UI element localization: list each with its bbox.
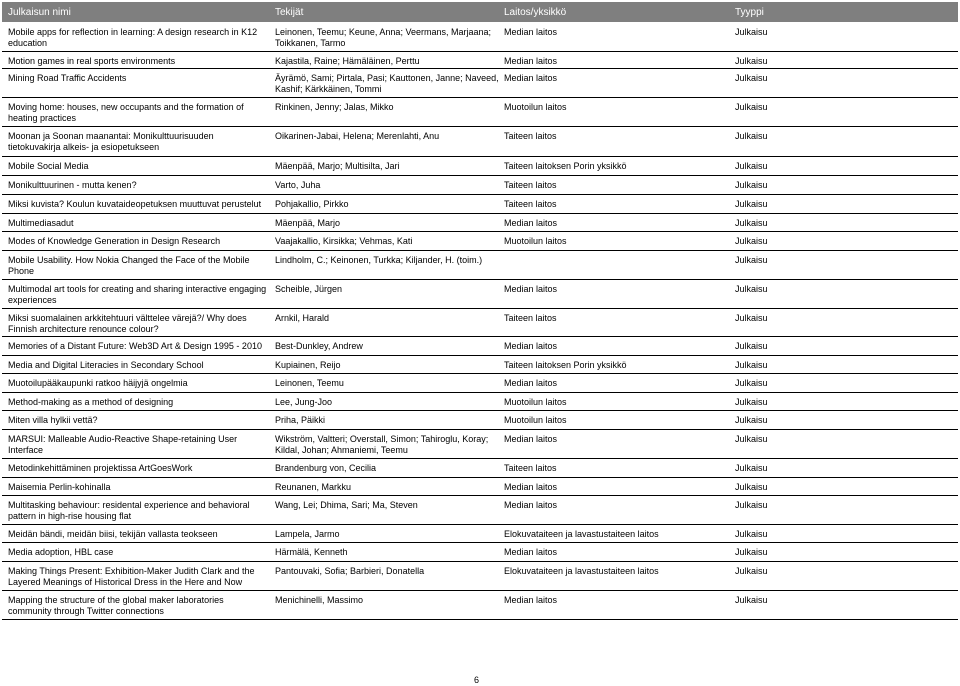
cell-authors: Mäenpää, Marjo [275, 218, 341, 228]
cell-type: Julkaisu [735, 161, 768, 171]
cell-authors: Arnkil, Harald [275, 313, 330, 323]
cell-unit: Median laitos [504, 341, 558, 351]
cell-unit: Median laitos [504, 284, 558, 294]
row-divider [2, 429, 958, 430]
cell-authors: Pantouvaki, Sofia; Barbieri, Donatella [275, 566, 425, 576]
cell-title: Making Things Present: Exhibition-Maker Judith Clark and the Layered Meanings of Historical Dress in the Here and Now [8, 566, 255, 587]
cell-title: Moving home: houses, new occupants and the formation of heating practices [8, 102, 244, 123]
cell-type: Julkaisu [735, 341, 768, 351]
cell-authors: Varto, Juha [275, 180, 321, 190]
cell-authors: Mäenpää, Marjo; Multisilta, Jari [275, 161, 400, 171]
row-divider [2, 458, 958, 459]
cell-unit: Median laitos [504, 218, 558, 228]
cell-title: Mining Road Traffic Accidents [8, 73, 127, 83]
row-divider [2, 51, 958, 52]
row-divider [2, 495, 958, 496]
cell-authors: Vaajakallio, Kirsikka; Vehmas, Kati [275, 236, 413, 246]
cell-type: Julkaisu [735, 102, 768, 112]
cell-title: Mobile Usability. How Nokia Changed the Face of the Mobile Phone [8, 255, 250, 276]
cell-title: Mapping the structure of the global maker laboratories community through Twitter connections [8, 595, 224, 616]
cell-authors: Kajastila, Raine; Hämäläinen, Perttu [275, 56, 420, 66]
row-divider [2, 477, 958, 478]
cell-authors: Leinonen, Teemu [275, 378, 344, 388]
cell-type: Julkaisu [735, 595, 768, 605]
cell-title: Multitasking behaviour: residental experience and behavioral pattern in high-rise housing flat [8, 500, 250, 521]
cell-unit: Median laitos [504, 378, 558, 388]
cell-unit: Median laitos [504, 27, 558, 37]
cell-authors: Wikström, Valtteri; Overstall, Simon; Tahiroglu, Koray; Kildal, Johan; Ahmaniemi, Teemu [275, 434, 489, 455]
row-divider [2, 524, 958, 525]
cell-authors: Menichinelli, Massimo [275, 595, 364, 605]
cell-title: Method-making as a method of designing [8, 397, 174, 407]
cell-type: Julkaisu [735, 284, 768, 294]
cell-type: Julkaisu [735, 482, 768, 492]
cell-type: Julkaisu [735, 236, 768, 246]
cell-type: Julkaisu [735, 500, 768, 510]
cell-type: Julkaisu [735, 218, 768, 228]
cell-unit: Median laitos [504, 482, 558, 492]
cell-unit: Taiteen laitos [504, 313, 557, 323]
cell-title: Modes of Knowledge Generation in Design Research [8, 236, 221, 246]
row-divider [2, 619, 958, 620]
cell-type: Julkaisu [735, 378, 768, 388]
cell-title: Memories of a Distant Future: Web3D Art & Design 1995 - 2010 [8, 341, 262, 351]
cell-title: Miten villa hylkii vettä? [8, 415, 98, 425]
cell-unit: Taiteen laitos [504, 180, 557, 190]
row-divider [2, 194, 958, 195]
row-divider [2, 561, 958, 562]
cell-title: Media adoption, HBL case [8, 547, 114, 557]
cell-authors: Scheible, Jürgen [275, 284, 343, 294]
cell-authors: Wang, Lei; Dhima, Sari; Ma, Steven [275, 500, 418, 510]
cell-authors: Oikarinen-Jabai, Helena; Merenlahti, Anu [275, 131, 440, 141]
row-divider [2, 126, 958, 127]
cell-type: Julkaisu [735, 27, 768, 37]
header-type: Tyyppi [735, 7, 764, 18]
cell-authors: Leinonen, Teemu; Keune, Anna; Veermans, Marjaana; Toikkanen, Tarmo [275, 27, 491, 48]
cell-authors: Lee, Jung-Joo [275, 397, 333, 407]
cell-title: Mobile Social Media [8, 161, 89, 171]
header-authors: Tekijät [275, 7, 304, 18]
cell-type: Julkaisu [735, 73, 768, 83]
cell-type: Julkaisu [735, 547, 768, 557]
cell-type: Julkaisu [735, 131, 768, 141]
cell-unit: Taiteen laitoksen Porin yksikkö [504, 161, 627, 171]
row-divider [2, 279, 958, 280]
row-divider [2, 336, 958, 337]
cell-authors: Rinkinen, Jenny; Jalas, Mikko [275, 102, 394, 112]
cell-type: Julkaisu [735, 529, 768, 539]
cell-unit: Median laitos [504, 500, 558, 510]
cell-title: Metodinkehittäminen projektissa ArtGoesWork [8, 463, 193, 473]
cell-title: Motion games in real sports environments [8, 56, 176, 66]
cell-unit: Taiteen laitos [504, 463, 557, 473]
cell-title: Mobile apps for reflection in learning: A design research in K12 education [8, 27, 258, 48]
row-divider [2, 68, 958, 69]
cell-unit: Median laitos [504, 547, 558, 557]
cell-unit: Muotoilun laitos [504, 397, 567, 407]
row-divider [2, 97, 958, 98]
cell-unit: Median laitos [504, 434, 558, 444]
cell-type: Julkaisu [735, 566, 768, 576]
cell-type: Julkaisu [735, 360, 768, 370]
cell-type: Julkaisu [735, 255, 768, 265]
cell-authors: Reunanen, Markku [275, 482, 352, 492]
cell-title: Multimediasadut [8, 218, 74, 228]
row-divider [2, 308, 958, 309]
cell-unit: Median laitos [504, 73, 558, 83]
cell-unit: Elokuvataiteen ja lavastustaiteen laitos [504, 529, 659, 539]
row-divider [2, 542, 958, 543]
row-divider [2, 213, 958, 214]
header-title: Julkaisun nimi [8, 7, 71, 18]
cell-authors: Härmälä, Kenneth [275, 547, 348, 557]
cell-type: Julkaisu [735, 415, 768, 425]
page-number: 6 [474, 675, 480, 685]
cell-title: Miksi suomalainen arkkitehtuuri välttelee värejä?/ Why does Finnish architecture renounce colour? [8, 313, 247, 334]
row-divider [2, 175, 958, 176]
cell-title: Moonan ja Soonan maanantai: Monikulttuurisuuden tietokuvakirja alkeis- ja esiopetukseen [8, 131, 214, 152]
row-divider [2, 156, 958, 157]
cell-type: Julkaisu [735, 199, 768, 209]
cell-type: Julkaisu [735, 313, 768, 323]
cell-unit: Taiteen laitos [504, 131, 557, 141]
cell-title: Multimodal art tools for creating and sharing interactive engaging experiences [8, 284, 267, 305]
cell-title: Muotoilupääkaupunki ratkoo häijyjä ongelmia [8, 378, 188, 388]
cell-authors: Lampela, Jarmo [275, 529, 340, 539]
cell-unit: Taiteen laitos [504, 199, 557, 209]
row-divider [2, 250, 958, 251]
cell-unit: Median laitos [504, 595, 558, 605]
cell-type: Julkaisu [735, 56, 768, 66]
row-divider [2, 410, 958, 411]
cell-type: Julkaisu [735, 397, 768, 407]
cell-authors: Priha, Päikki [275, 415, 326, 425]
header-unit: Laitos/yksikkö [504, 7, 567, 18]
row-divider [2, 231, 958, 232]
cell-title: Maisemia Perlin-kohinalla [8, 482, 111, 492]
cell-unit: Median laitos [504, 56, 558, 66]
cell-authors: Lindholm, C.; Keinonen, Turkka; Kiljander, H. (toim.) [275, 255, 483, 265]
cell-authors: Pohjakallio, Pirkko [275, 199, 349, 209]
cell-type: Julkaisu [735, 180, 768, 190]
row-divider [2, 392, 958, 393]
row-divider [2, 373, 958, 374]
cell-title: MARSUI: Malleable Audio-Reactive Shape-retaining User Interface [8, 434, 238, 455]
cell-type: Julkaisu [735, 463, 768, 473]
table-header [2, 2, 958, 22]
row-divider [2, 355, 958, 356]
cell-authors: Äyrämö, Sami; Pirtala, Pasi; Kauttonen, Janne; Naveed, Kashif; Kärkkäinen, Tommi [275, 73, 499, 94]
cell-unit: Muotoilun laitos [504, 415, 567, 425]
cell-title: Miksi kuvista? Koulun kuvataideopetuksen muuttuvat perustelut [8, 199, 262, 209]
cell-title: Monikulttuurinen - mutta kenen? [8, 180, 137, 190]
cell-authors: Brandenburg von, Cecilia [275, 463, 377, 473]
cell-authors: Kupiainen, Reijo [275, 360, 341, 370]
cell-title: Meidän bändi, meidän biisi, tekijän vallasta teokseen [8, 529, 218, 539]
row-divider [2, 590, 958, 591]
cell-authors: Best-Dunkley, Andrew [275, 341, 363, 351]
cell-unit: Elokuvataiteen ja lavastustaiteen laitos [504, 566, 659, 576]
cell-unit: Muotoilun laitos [504, 102, 567, 112]
cell-unit: Taiteen laitoksen Porin yksikkö [504, 360, 627, 370]
cell-type: Julkaisu [735, 434, 768, 444]
cell-title: Media and Digital Literacies in Secondary School [8, 360, 204, 370]
cell-unit: Muotoilun laitos [504, 236, 567, 246]
